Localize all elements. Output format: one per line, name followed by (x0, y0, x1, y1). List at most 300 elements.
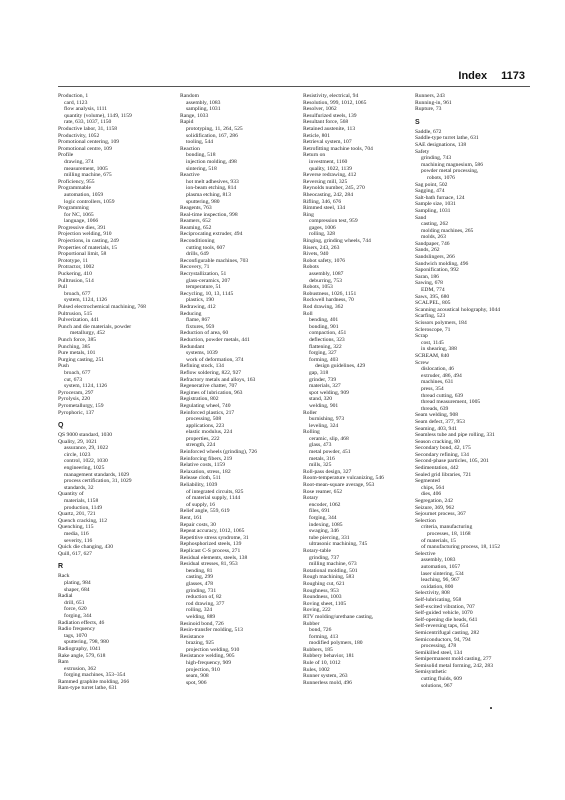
index-entry: Sawing, 678 (415, 280, 443, 287)
index-entry: Real-time inspection, 998 (180, 211, 238, 218)
index-entry: Quick die changing, 430 (58, 544, 113, 551)
index-entry: Retrofitting machine tools, 704 (303, 145, 373, 152)
index-entry: Ringing, grinding wheels, 744 (303, 238, 371, 245)
section-title: Index (458, 70, 488, 82)
index-entry: Roughness, 953 (303, 587, 339, 594)
index-subentry: system, 1124, 1126 (64, 383, 108, 390)
page-number: 1173 (501, 70, 525, 82)
index-subentry: metals, 316 (309, 455, 335, 462)
index-entry: Reamers, 652 (180, 218, 211, 225)
index-subentry: metallurgy, 452 (70, 330, 105, 337)
index-entry: Puckering, 410 (58, 271, 92, 278)
index-subentry: grinder, 739 (309, 376, 337, 383)
index-subentry: in shearing, 388 (421, 346, 457, 353)
index-entry: Recycling, 10, 13, 1145 (180, 290, 234, 297)
index-entry: Relative costs, 1159 (180, 462, 226, 469)
index-subentry: assembly, 1087 (309, 271, 344, 278)
index-entry: Pulsed electrochemical machining, 768 (58, 304, 146, 310)
index-entry: Root-mean-square average, 953 (303, 482, 375, 489)
index-entry: Robot safety, 1076 (303, 257, 346, 264)
index-entry: Sample size, 1031 (415, 201, 456, 208)
index-entry: Rubbers, 185 (303, 646, 333, 653)
index-entry: Productivity, 1052 (58, 132, 100, 139)
index-entry: Saponification, 992 (415, 267, 459, 274)
index-subentry: bending, 401 (309, 317, 339, 324)
index-letter-heading: Q (58, 422, 64, 430)
running-header (458, 69, 525, 83)
index-subentry: control, 1022, 1030 (64, 458, 108, 465)
index-subentry: cut, 673 (64, 376, 83, 383)
index-entry: Recovery, 71 (180, 264, 210, 271)
index-entry: Reconditioning (180, 238, 215, 245)
index-entry: Screw (415, 359, 429, 366)
index-subentry: circle, 1023 (64, 451, 91, 458)
index-entry: Refractory metals and alloys, 163 (180, 376, 256, 383)
index-subentry: flame, 867 (186, 317, 210, 324)
index-subentry: process certification, 31, 1029 (64, 478, 132, 485)
index-entry: Registration, 802 (180, 396, 219, 403)
index-entry: Regenerative chatter, 707 (180, 383, 238, 390)
index-subentry: prototyping, 11, 264, 525 (186, 125, 243, 132)
index-subentry: drawing, 374 (64, 158, 94, 165)
index-entry: Sands, 262 (415, 247, 440, 254)
index-entry: Quality, 29, 1021 (58, 438, 97, 445)
index-entry: SAE designations, 138 (415, 141, 467, 148)
index-entry: Safety (415, 148, 430, 155)
index-subentry: cutting fluids, 609 (421, 676, 462, 683)
index-entry: Productive labor, 31, 1158 (58, 125, 118, 132)
index-subentry: of materials, 15 (421, 537, 456, 544)
index-subentry: solutions, 967 (421, 682, 453, 689)
index-subentry: processes, 18, 1168 (427, 531, 471, 537)
index-entry: Season cracking, 80 (415, 438, 460, 445)
index-subentry: spot welding, 909 (309, 389, 349, 396)
index-entry: Saran, 186 (415, 273, 439, 280)
index-subentry: sintering, 518 (186, 165, 217, 172)
index-subentry: automation, 1059 (64, 191, 104, 198)
index-entry: Rose reamer, 652 (303, 488, 343, 495)
index-entry: Redrawing, 412 (180, 304, 216, 310)
index-subentry: design guidelines, 429 (315, 363, 366, 370)
index-entry: Radiation effects, 46 (58, 619, 105, 626)
index-entry: Random (180, 93, 199, 99)
index-entry: Sedimentation, 442 (415, 465, 459, 472)
index-subentry: system, 1124, 1126 (64, 297, 108, 304)
index-subentry: bonding, 901 (309, 323, 339, 330)
index-subentry: for NC, 1065 (64, 211, 94, 218)
index-entry: Radial (58, 593, 73, 600)
index-subentry: forging, 327 (309, 350, 337, 357)
index-letter-heading: S (415, 118, 420, 126)
index-entry: Seamless tube and pipe rolling, 331 (415, 432, 495, 439)
index-entry: Semiconductors, 94, 794 (415, 636, 471, 643)
index-entry: Reversing mill, 325 (303, 178, 348, 185)
index-subentry: encoder, 1062 (309, 501, 341, 508)
index-entry: Sandwich molding, 496 (415, 260, 469, 267)
index-entry: Rotary (303, 495, 319, 502)
index-entry: Resolver, 1062 (303, 106, 337, 113)
index-entry: Punch force, 385 (58, 336, 97, 343)
index-subentry: rolling, 328 (309, 231, 336, 238)
index-entry: Robustness, 1026, 1151 (303, 290, 357, 297)
index-entry: Quill, 617, 627 (58, 550, 92, 557)
index-subentry: solidification, 167, 286 (186, 132, 238, 139)
index-subentry: reduction of, 82 (186, 594, 222, 601)
index-entry: Reynolds number, 245, 270 (303, 185, 365, 192)
index-entry: Semipermanent mold casting, 277 (415, 656, 492, 663)
index-subentry: hot melt adhesives, 933 (186, 178, 239, 185)
index-entry: Ring (303, 211, 314, 218)
index-subentry: rate, 633, 1037, 1150 (64, 119, 112, 126)
index-subentry: laser sintering, 534 (421, 570, 464, 577)
index-subentry: sputtering, 980 (186, 198, 220, 205)
index-entry: Semisynthetic (415, 669, 447, 676)
index-subentry: materials, 1158 (64, 498, 99, 505)
index-entry: Profile (58, 152, 74, 159)
index-subentry: mills, 325 (309, 462, 332, 469)
index-subentry: of material supply, 1144 (186, 495, 241, 502)
index-subentry: robots, 1076 (427, 174, 455, 181)
index-entry: Seam welding, 908 (415, 412, 459, 419)
index-entry: Repair costs, 30 (180, 521, 216, 528)
index-subentry: casting, 299 (186, 574, 214, 581)
index-entry: Selection (415, 517, 436, 524)
index-entry: Programming (58, 205, 89, 212)
index-subentry: properties, 222 (186, 435, 220, 442)
index-entry: Sagging, 474 (415, 188, 445, 195)
index-subentry: compaction, 451 (309, 330, 347, 337)
index-subentry: plastics, 190 (186, 297, 214, 304)
index-entry: Resulfurized steels, 139 (303, 112, 357, 119)
index-subentry: welding, 901 (309, 402, 339, 409)
index-entry: Repetitive stress syndrome, 31 (180, 534, 249, 541)
index-entry: Quenching, 115 (58, 524, 94, 531)
index-subentry: dies, 406 (421, 491, 442, 498)
index-subentry: forging, 344 (64, 612, 92, 619)
index-subentry: indexing, 1085 (309, 521, 343, 528)
index-entry: Sandpaper, 746 (415, 240, 450, 247)
index-entry: Reticle, 801 (303, 132, 331, 139)
header-rule (58, 86, 530, 87)
index-entry: Pulltrusion, 514 (58, 277, 94, 284)
index-entry: Reinforced plastics, 217 (180, 409, 235, 416)
index-column-2 (180, 93, 292, 686)
index-entry: SCALPEL, 805 (415, 300, 451, 307)
index-entry: Pyrolysis, 220 (58, 396, 91, 403)
index-subentry: extrusion, 362 (64, 665, 97, 672)
page-dot (490, 707, 492, 709)
index-subentry: assembly, 1083 (421, 557, 456, 564)
index-entry: Rupture, 73 (415, 106, 442, 113)
index-subentry: forming, 413 (309, 633, 339, 640)
index-subentry: deflections, 323 (309, 336, 345, 343)
index-entry: Return on (303, 152, 326, 159)
index-entry: Rapid (180, 119, 194, 126)
index-entry: Self-lubricating, 958 (415, 596, 462, 603)
index-entry: Salt-bath furnace, 124 (415, 194, 465, 201)
index-subentry: EDM, 774 (421, 287, 445, 294)
index-entry: Reagents, 763 (180, 205, 212, 212)
index-subentry: grinding, 737 (309, 554, 340, 561)
index-entry: Robots, 1053 (303, 284, 333, 291)
index-entry: Reliability, 1039 (180, 482, 218, 489)
index-subentry: grinding, 731 (186, 587, 217, 594)
index-subentry: flattening, 322 (309, 343, 342, 350)
index-entry: Reducing (180, 310, 202, 317)
index-subentry: plating, 984 (64, 579, 91, 586)
index-subentry: molding machines, 265 (421, 227, 474, 234)
index-columns (58, 93, 530, 783)
index-subentry: assurance, 29, 1022 (64, 445, 109, 452)
index-subentry: broach, 677 (64, 369, 91, 376)
index-entry: Segmented (415, 478, 440, 485)
index-entry: Reinforced wheels (grinding), 726 (180, 449, 258, 456)
index-entry: QS 9000 standard, 1030 (58, 432, 113, 439)
index-subentry: rolling, 324 (186, 607, 213, 614)
index-subentry: machines, 631 (421, 379, 454, 386)
index-subentry: molds, 263 (421, 234, 446, 241)
index-entry: Roll-pass design, 327 (303, 468, 352, 475)
index-entry: Second-phase particles, 105, 201 (415, 458, 489, 465)
index-entry: Punching, 385 (58, 343, 91, 350)
index-subentry: rod drawing, 377 (186, 600, 225, 607)
index-column-3 (303, 93, 415, 686)
index-entry: Pure metals, 101 (58, 350, 96, 357)
index-entry: Selectivity, 808 (415, 590, 450, 597)
index-entry: Rake angle, 579, 618 (58, 652, 106, 659)
index-subentry: compression test, 959 (309, 218, 358, 225)
index-subentry: projection, 910 (186, 666, 220, 673)
index-entry: Range, 1033 (180, 112, 209, 119)
index-entry: Rifling, 346, 676 (303, 198, 342, 205)
index-entry: Pultrusion, 515 (58, 310, 93, 317)
index-subentry: tooling, 544 (186, 139, 214, 146)
index-entry: Resin-transfer molding, 513 (180, 627, 243, 634)
index-entry: Pull (58, 284, 68, 291)
index-subentry: glass, 473 (309, 442, 332, 449)
index-entry: Resistance (180, 633, 204, 640)
index-entry: Rolling (303, 429, 320, 436)
index-entry: Seaming, 403, 941 (415, 425, 457, 432)
index-entry: Reactive (180, 172, 200, 179)
index-entry: Reduction of area, 60 (180, 330, 229, 337)
index-entry: SCREAM, 840 (415, 352, 450, 359)
index-subentry: standards, 32 (64, 484, 94, 491)
index-entry: Reaction (180, 145, 200, 152)
index-subentry: spot, 906 (186, 679, 207, 686)
index-entry: Rivets, 940 (303, 251, 329, 258)
index-entry: Scanning acoustical holography, 1044 (415, 306, 501, 313)
index-subentry: broach, 677 (64, 290, 91, 297)
index-subentry: media, 116 (64, 531, 89, 537)
index-subentry: tags, 1070 (64, 632, 87, 639)
index-subentry: burnishing, 973 (309, 416, 345, 423)
index-subentry: language, 1066 (64, 218, 99, 225)
index-column-1 (58, 93, 170, 692)
index-entry: Regulating wheel, 740 (180, 402, 231, 409)
index-entry: Regimes of lubrication, 963 (180, 389, 243, 396)
index-entry: Purging casting, 251 (58, 356, 105, 363)
index-entry: Reflow soldering, 822, 927 (180, 369, 242, 376)
index-subentry: bond, 726 (309, 627, 332, 634)
index-subentry: welding, 889 (186, 613, 216, 620)
index-subentry: threads, 639 (421, 405, 449, 412)
index-subentry: applications, 223 (186, 422, 225, 429)
index-subentry: fixtures, 959 (186, 323, 215, 330)
index-entry: Rod drawing, 362 (303, 304, 344, 310)
index-subentry: oxidation, 800 (421, 583, 454, 590)
index-entry: Resistivity, electrical, 94 (303, 93, 359, 99)
index-subentry: casting, 262 (421, 221, 449, 228)
index-entry: Semikilled steel, 134 (415, 649, 463, 656)
index-entry: Rubbery behavior, 181 (303, 653, 355, 660)
index-entry: Rotational molding, 501 (303, 567, 358, 574)
index-entry: Seizure, 369, 962 (415, 504, 455, 511)
index-subentry: production, 1149 (64, 504, 103, 511)
index-entry: Self-reversing taps, 654 (415, 623, 469, 630)
index-entry: Roughing cut, 621 (303, 580, 345, 587)
index-subentry: shaper, 684 (64, 586, 90, 593)
index-entry: Properties of materials, 15 (58, 244, 118, 251)
index-subentry: metal powder, 451 (309, 449, 351, 456)
index-subentry: sampling, 1031 (186, 106, 221, 113)
index-entry: Reduction, powder metals, 441 (180, 336, 250, 343)
index-subentry: sputtering, 798, 980 (64, 639, 109, 646)
index-entry: Prototype, 11 (58, 257, 88, 264)
index-subentry: drill, 651 (64, 599, 85, 606)
index-entry: Sampling, 1031 (415, 207, 451, 214)
index-subentry: forging, 344 (309, 515, 337, 521)
index-subentry: stand, 320 (309, 396, 332, 403)
index-entry: Radiography, 1041 (58, 645, 101, 652)
index-entry: Relief angle, 559, 619 (180, 508, 230, 515)
index-subentry: modified polymers, 180 (309, 640, 363, 647)
index-entry: Reconfigurable machines, 703 (180, 257, 249, 264)
index-subentry: strength, 224 (186, 442, 216, 449)
index-subentry: investment, 1160 (309, 158, 348, 165)
index-entry: Self-guided vehicle, 1070 (415, 610, 473, 617)
index-entry: Segregation, 242 (415, 498, 453, 505)
index-entry: Sand (415, 214, 427, 221)
index-entry: Quantity of (58, 491, 84, 498)
index-entry: Push (58, 363, 69, 370)
index-entry: Projections, in casting, 249 (58, 238, 119, 245)
index-subentry: ultrasonic machining, 745 (309, 541, 368, 548)
index-subentry: card, 1123 (64, 99, 88, 106)
index-entry: Saddle-type turret lathe, 631 (415, 135, 479, 142)
index-entry: Proportional limit, 58 (58, 251, 107, 258)
index-entry: Running-in, 961 (415, 99, 452, 106)
index-entry: Recrystallization, 51 (180, 271, 227, 278)
index-subentry: engineering, 1025 (64, 465, 105, 472)
index-entry: Production, 1 (58, 93, 89, 99)
index-entry: Pyrometallurgy, 159 (58, 402, 104, 409)
index-entry: Refining stock, 134 (180, 363, 224, 370)
index-entry: Programmable (58, 185, 91, 192)
index-entry: Selective (415, 550, 436, 557)
index-entry: Rule of 10, 1012 (303, 660, 341, 667)
index-subentry: plasma etching, 813 (186, 191, 231, 198)
index-entry: Roving sheet, 1105 (303, 600, 347, 607)
index-entry: Rules, 1002 (303, 666, 330, 673)
index-subentry: work of deformation, 374 (186, 356, 244, 363)
index-entry: Sandslingers, 266 (415, 254, 455, 261)
index-subentry: force, 620 (64, 606, 87, 613)
index-subentry: brazing, 925 (186, 640, 214, 647)
index-subentry: thread measurement, 1005 (421, 399, 481, 406)
index-subentry: drills, 649 (186, 251, 209, 258)
index-entry: Pulverization, 441 (58, 317, 100, 324)
index-entry: Scarfing, 523 (415, 313, 446, 320)
index-subentry: quality, 1022, 1139 (309, 165, 352, 172)
index-entry: Rammed graphite molding, 266 (58, 678, 130, 685)
index-subentry: forging machines, 353–354 (64, 672, 126, 679)
index-entry: Rockwell hardness, 70 (303, 297, 354, 304)
index-subentry: of supply, 16 (186, 501, 216, 508)
index-subentry: processing, 508 (186, 416, 222, 423)
index-subentry: cutting tools, 607 (186, 244, 226, 251)
index-subentry: cost, 1145 (421, 339, 444, 346)
index-entry: Runners, 243 (415, 93, 445, 99)
index-entry: Reverse redrawing, 412 (303, 172, 357, 179)
index-entry: Room-temperature vulcanizing, 546 (303, 475, 384, 482)
index-subentry: elastic modulus, 224 (186, 429, 233, 436)
index-entry: Roll (303, 310, 313, 317)
index-entry: Rack (58, 573, 70, 580)
index-subentry: thread cutting, 639 (421, 392, 464, 399)
index-entry: Seam defect, 377, 953 (415, 418, 465, 425)
index-entry: Resistance welding, 905 (180, 653, 235, 660)
index-entry: RTV molding/urethane casting, (303, 613, 374, 620)
index-subentry: powder metal processing, (421, 168, 479, 175)
index-entry: Roving, 222 (303, 607, 331, 614)
index-entry: Rotary-table (303, 547, 331, 554)
index-entry: Progressive dies, 391 (58, 224, 106, 231)
index-entry: Protractor, 1002 (58, 264, 95, 271)
index-entry: Resolution, 999, 1012, 1065 (303, 99, 367, 106)
index-entry: Proficiency, 955 (58, 178, 95, 185)
index-entry: Sealed grid libraries, 721 (415, 471, 472, 478)
index-subentry: temperature, 51 (186, 284, 222, 291)
index-subentry: files, 691 (309, 508, 330, 515)
index-subentry: assembly, 1083 (186, 99, 221, 106)
index-subentry: projection welding, 910 (186, 646, 240, 653)
index-entry: Runner system, 263 (303, 673, 348, 680)
index-subentry: flow analysis, 1111 (64, 106, 108, 113)
index-entry: Self-opening die heads, 641 (415, 616, 478, 623)
index-subentry: bending, 81 (186, 567, 213, 574)
index-subentry: machining magnesium, 586 (421, 161, 483, 168)
index-entry: Rent, 161 (180, 515, 202, 521)
index-entry: Retrieval system, 107 (303, 139, 352, 146)
index-entry: Roller (303, 409, 317, 416)
index-entry: Resultant force, 568 (303, 119, 349, 126)
index-entry: Runnerless mold, 496 (303, 679, 352, 686)
index-entry: Secondary bond, 42, 175 (415, 445, 471, 452)
index-entry: Rimmed steel, 134 (303, 205, 346, 212)
index-entry: Quench cracking, 112 (58, 517, 108, 524)
index-entry: Sag point, 502 (415, 181, 448, 188)
index-subentry: severity, 116 (64, 537, 93, 544)
index-subentry: processing, 478 (421, 643, 457, 650)
index-subentry: glass-ceramics, 207 (186, 277, 231, 284)
index-subentry: criteria, manufacturing (421, 524, 473, 531)
index-entry: Sejournet process, 367 (415, 511, 466, 518)
index-subentry: leveling, 324 (309, 422, 339, 429)
index-subentry: materials, 327 (309, 383, 341, 390)
index-subentry: chips, 564 (421, 484, 444, 491)
index-entry: Repeat accuracy, 1012, 1065 (180, 528, 245, 535)
